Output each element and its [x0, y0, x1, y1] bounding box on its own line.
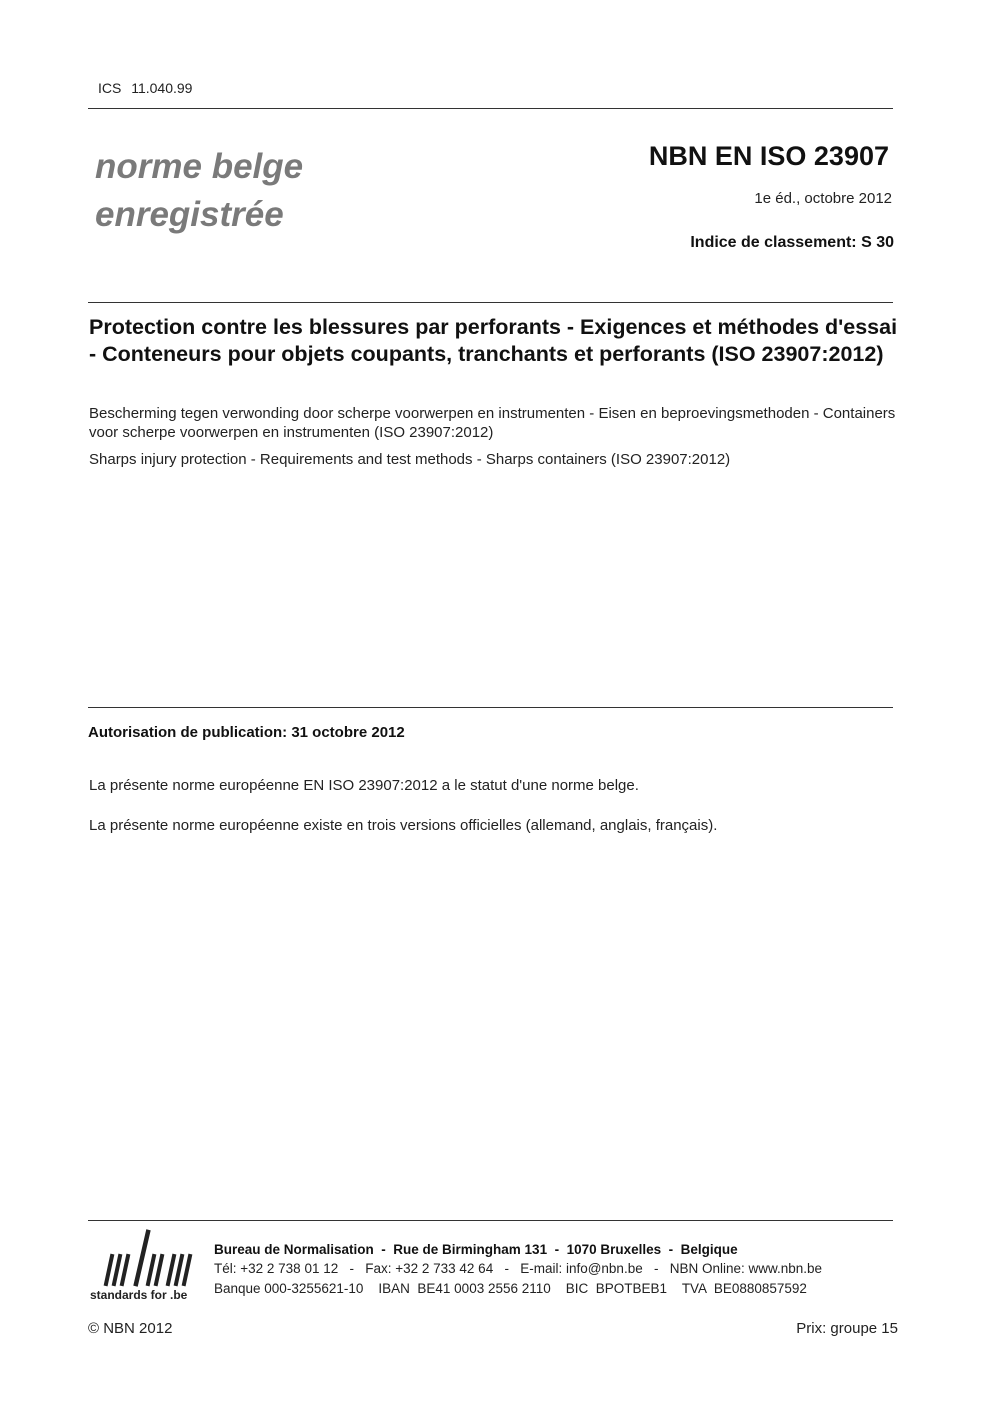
title-english: Sharps injury protection - Requirements and test methods - Sharps containers (ISO 23907:2012)	[89, 451, 731, 468]
classification-index: Indice de classement: S 30	[690, 234, 894, 251]
copyright-notice: © NBN 2012	[88, 1320, 173, 1337]
brand-line-1: norme belge	[95, 147, 304, 186]
title-dutch: Bescherming tegen verwonding door scherpe voorwerpen en instrumenten - Eisen en beproevingsmethoden - Containers voor scherpe voorwerpen en instrumenten (ISO 23907:2012)	[89, 405, 896, 441]
brand-line-2: enregistrée	[95, 195, 284, 234]
footer-banking: Banque 000-3255621-10 IBAN BE41 0003 2556 2110 BIC BPOTBEB1 TVA BE0880857592	[214, 1281, 807, 1296]
publication-authorisation: Autorisation de publication: 31 octobre 2012	[88, 724, 405, 741]
nbn-logo-mark	[90, 1228, 202, 1288]
versions-statement: La présente norme européenne existe en trois versions officielles (allemand, anglais, français).	[89, 817, 718, 834]
footer-address: Bureau de Normalisation - Rue de Birmingham 131 - 1070 Bruxelles - Belgique	[214, 1242, 738, 1257]
publication-divider	[88, 707, 893, 708]
logo-tagline: standards for .be	[90, 1288, 188, 1302]
ics-code: ICS 11.040.99	[98, 80, 193, 96]
status-statement: La présente norme européenne EN ISO 23907:2012 a le statut d'une norme belge.	[89, 777, 639, 794]
header-divider	[88, 108, 893, 109]
footer-contact: Tél: +32 2 738 01 12 - Fax: +32 2 733 42 64 - E-mail: info@nbn.be - NBN Online: www.nbn.be	[214, 1261, 823, 1276]
edition-info: 1e éd., octobre 2012	[754, 190, 892, 207]
title-divider	[88, 302, 893, 303]
nbn-logo	[90, 1228, 202, 1306]
price-group: Prix: groupe 15	[796, 1320, 898, 1337]
standard-number: NBN EN ISO 23907	[648, 141, 889, 171]
brand-heading	[95, 143, 303, 239]
title-french: Protection contre les blessures par perforants - Exigences et méthodes d'essai - Conteneurs pour objets coupants, tranchants et perforants (ISO 23907:2012)	[89, 315, 898, 366]
footer-divider	[88, 1220, 893, 1221]
